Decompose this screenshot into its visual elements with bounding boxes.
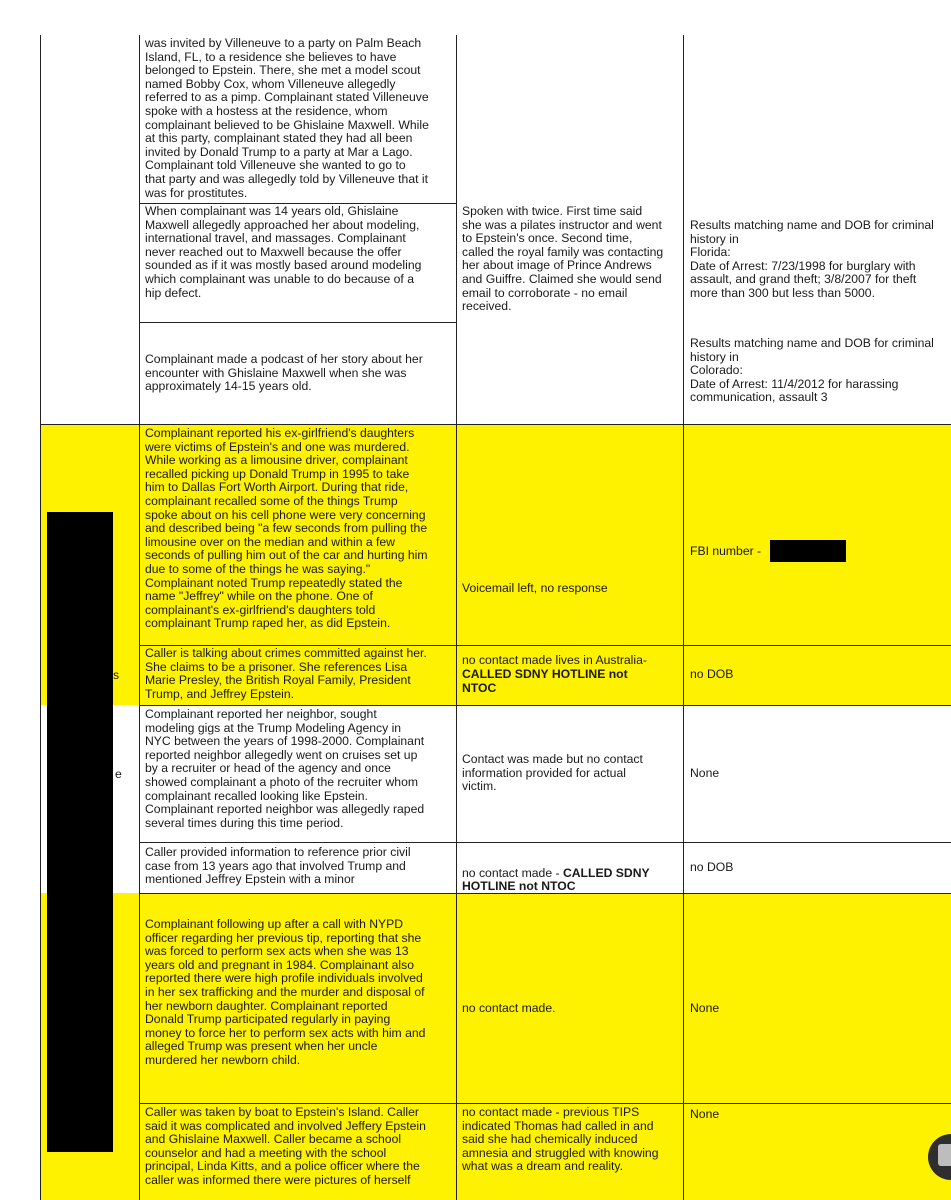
table-row-description: Complainant reported his ex-girlfriend's daughters were victims of Epstein's and one was murdered. While working as a limousine driver, complainant recalled picking up Donald Trump in 1995 to take him to Dallas Fort Worth Airport. During that ride, complainant recalled some of the things Trump spoke about on his cell phone were very concerning and described being "a few seconds from pulling the limousine over on the median and within a few seconds of pulling him out of the car and hurting him due to some of the things he was saying." Complainant noted Trump repeatedly stated the name "Jeffrey" while on the phone. One of complainant's ex-girlfriend's daughters told complainant Trump raped her, as did Epstein. [145,427,428,631]
table-row-description: Caller was taken by boat to Epstein's Island. Caller said it was complicated and involved Jeffery Epstein and Ghislaine Maxwell. Caller became a school counselor and had a meeting with the school principal, Linda Kitts, and a police officer where the caller was informed there were pictures of herself [145,1106,426,1187]
table-row-records [690,540,951,564]
table-rule [456,35,457,1200]
redaction-bar [47,512,113,1152]
fbi-number-redaction [770,540,846,562]
table-row-records: Results matching name and DOB for criminal history in Florida: Date of Arrest: 7/23/1998 for burglary with assault, and grand theft; 3/8/2007 for theft more than 300 but less than 5000. [690,219,934,300]
contact-bold-text: CALLED SDNY HOTLINE not NTOC [462,668,628,695]
table-row-records: no DOB [690,668,734,681]
table-row-contact: no contact made - previous TIPS indicated Thomas had called in and said she had chemically induced amnesia and struggled with knowing what was a dream and reality. [462,1106,659,1174]
table-row-description: Complainant reported her neighbor, sought modeling gigs at the Trump Modeling Agency in NYC between the years of 1998-2000. Complainant reported neighbor allegedly went on cruises set up by a recruiter or head of the agency and once showed complainant a photo of the recruiter whom complainant recalled looking like Epstein. Complainant reported neighbor was allegedly raped several times during this time period. [145,708,425,830]
left-fragment-e: e [115,768,122,781]
fbi-number-label: FBI number - [690,545,762,558]
table-row-contact: no contact made. [462,1002,556,1015]
table-row-description: When complainant was 14 years old, Ghislaine Maxwell allegedly approached her about modeling, international travel, and massages. Complainant never reached out to Maxwell because the offer sounded as if it was mostly based around modeling which complainant was unable to do because of a hip defect. [145,205,422,300]
table-row-contact [462,853,681,894]
table-row-description: was invited by Villeneuve to a party on Palm Beach Island, FL, to a residence she believes to have belonged to Epstein. There, she met a model scout named Bobby Cox, whom Villeneuve allegedly referred to as a pimp. Complainant stated Villeneuve spoke with a hostess at the residence, whom complainant believed to be Ghislaine Maxwell. While at this party, complainant stated they had all been invited by Donald Trump to a party at Mar a Lago. Complainant told Villeneuve she wanted to go to that party and was allegedly told by Villeneuve that it was for prostitutes. [145,37,429,200]
contact-text: no contact made - [462,865,563,880]
table-rule [139,842,951,843]
table-rule [139,1103,951,1104]
table-row-records: None [690,1108,720,1121]
table-rule [40,424,951,425]
table-rule [139,645,951,646]
table-row-records: None [690,1002,720,1015]
table-row-description: Complainant following up after a call with NYPD officer regarding her previous tip, reporting that she was forced to perform sex acts when she was 13 years old and pregnant in 1984. Complainant also reported there were high profile individuals involved in her sex trafficking and the murder and disposal of her newborn daughter. Complainant reported Donald Trump participated regularly in paying money to force her to perform sex acts with him and alleged Trump was present when her uncle murdered her newborn child. [145,918,426,1067]
table-rule [40,35,41,1200]
table-row-description: Complainant made a podcast of her story about her encounter with Ghislaine Maxwell when she was approximately 14-15 years old. [145,353,423,394]
table-row-contact: Voicemail left, no response [462,582,608,595]
table-row-contact: Spoken with twice. First time said she was a pilates instructor and went to Epstein's once. Second time, called the royal family was contacting her about image of Prince Andrews and Guiffre. Claimed she would send email to corroborate - no email received. [462,205,664,314]
table-row-records: no DOB [690,861,734,874]
table-rule [139,322,456,323]
table-rule [139,35,140,1200]
table-row-records: None [690,767,720,780]
table-row-contact [462,654,681,702]
left-fragment-s: s [113,669,120,682]
table-row-contact: Contact was made but no contact information provided for actual victim. [462,753,643,794]
table-rule [139,705,951,706]
table-rule [139,203,456,204]
table-row-description: Caller provided information to reference prior civil case from 13 years ago that involved Trump and mentioned Jeffrey Epstein with a minor [145,846,411,887]
table-rule [683,35,684,1200]
contact-text: no contact made lives in Australia- [462,654,647,667]
table-row-description: Caller is talking about crimes committed against her. She claims to be a prisoner. She references Lisa Marie Presley, the British Royal Family, President Trump, and Jeffrey Epstein. [145,647,427,701]
table-row-records: Results matching name and DOB for criminal history in Colorado: Date of Arrest: 11/4/2012 for harassing communication, assault 3 [690,337,934,405]
contact-bold-text: CALLED SDNY HOTLINE not NTOC [462,865,650,894]
widget-icon [938,1144,951,1166]
